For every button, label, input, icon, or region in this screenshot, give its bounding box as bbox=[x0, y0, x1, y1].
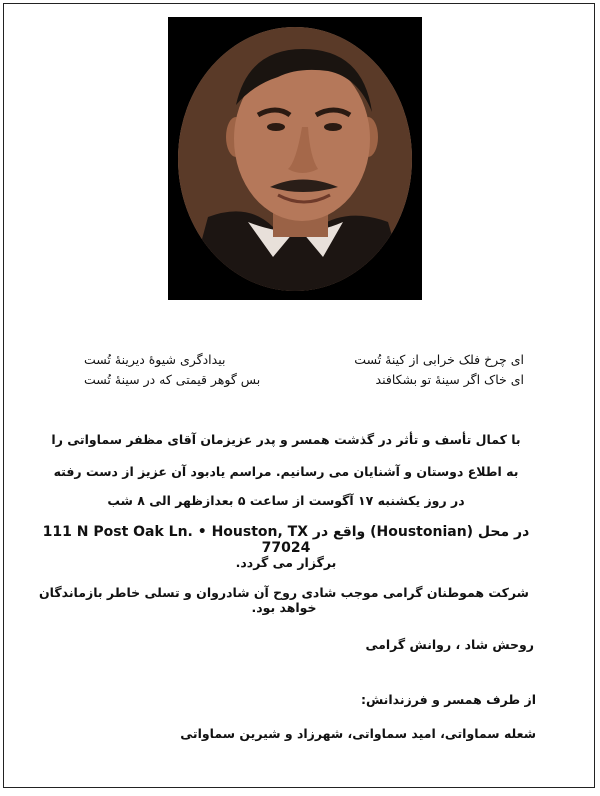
blessing-text: روحش شاد ، روانش گرامی bbox=[365, 637, 534, 652]
announcement-line-1: با کمال تأسف و تأثر در گذشت همسر و پدر عزیزمان آقای مظفر سماواتی را bbox=[51, 432, 521, 447]
obituary-page bbox=[3, 3, 595, 788]
poem-hemistich: بیدادگری شیوهٔ دیرینهٔ تُست bbox=[84, 352, 226, 367]
venue-address: 111 N Post Oak Ln. • Houston, TX 77024 bbox=[42, 524, 311, 556]
announcement-venue-line bbox=[36, 524, 536, 556]
poem-line-1 bbox=[84, 352, 524, 367]
poem-line-2 bbox=[84, 372, 524, 387]
portrait-illustration bbox=[178, 27, 412, 291]
announcement-line-6: شرکت هموطنان گرامی موجب شادی روح آن شادروان و تسلی خاطر بازماندگان خواهد بود. bbox=[39, 585, 529, 615]
announcement-line-3: در روز یکشنبه ۱۷ آگوست از ساعت ۵ بعدازظهر الی ۸ شب bbox=[107, 493, 465, 508]
family-names: شعله سماواتی، امید سماواتی، شهرزاد و شیرین سماواتی bbox=[180, 726, 536, 741]
portrait-frame bbox=[168, 17, 422, 300]
announcement-line-5: برگزار می گردد. bbox=[235, 555, 337, 570]
venue-prefix: در محل (Houstonian) واقع در bbox=[312, 524, 530, 540]
poem-hemistich: ای خاک اگر سینهٔ تو بشکافند bbox=[375, 372, 524, 387]
poem-hemistich: بس گوهر قیمتی که در سینهٔ تُست bbox=[84, 372, 261, 387]
from-label: از طرف همسر و فرزندانش: bbox=[361, 692, 536, 707]
portrait-photo bbox=[178, 27, 412, 291]
poem-hemistich: ای چرخ فلک خرابی از کینهٔ تُست bbox=[354, 352, 524, 367]
announcement-line-2: به اطلاع دوستان و آشنایان می رسانیم. مراسم یادبود آن عزیز از دست رفته bbox=[53, 464, 519, 479]
